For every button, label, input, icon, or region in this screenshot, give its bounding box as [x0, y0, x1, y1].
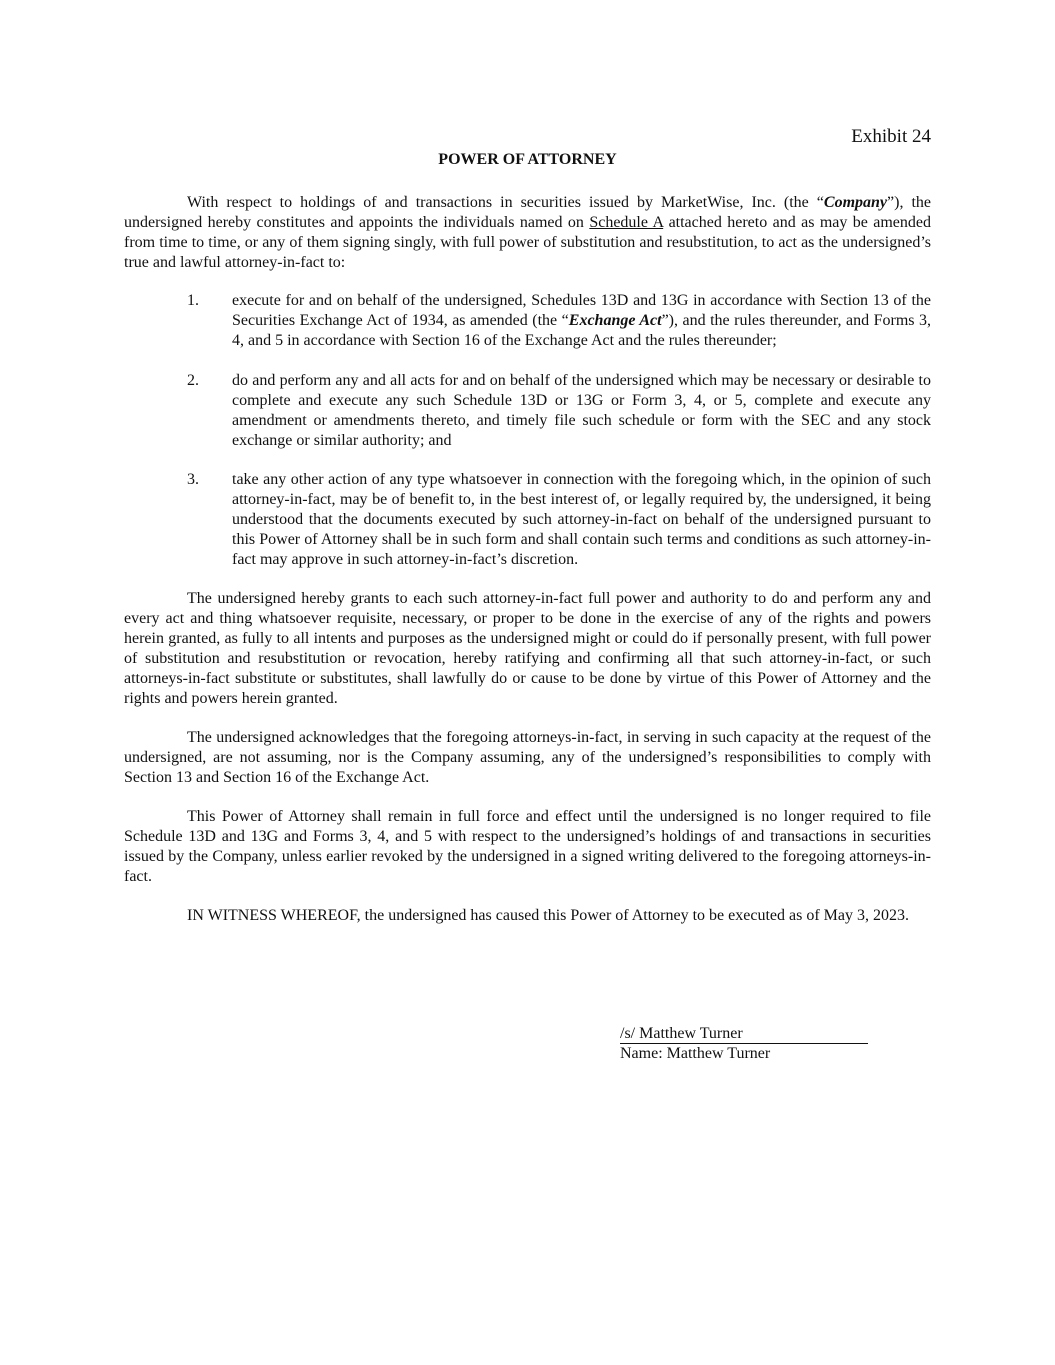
body-paragraph: The undersigned hereby grants to each such attorney-in-fact full power and authority to do and perform any and every act and thing whatsoever requisite, necessary, or proper to be done in the exercise of any of the rights and powers herein granted, as fully to all intents and purposes as the undersigned might or could do if personally present, with full power of substitution and resubstitution or revocation, hereby ratifying and confirming all that such attorney-in-fact, or such attorneys-in-fact substitute or substitutes, shall lawfully do or cause to be done by virtue of this Power of Attorney and the rights and powers herein granted.: [124, 590, 931, 707]
signature-block: [620, 1025, 868, 1064]
witness-paragraph: IN WITNESS WHEREOF, the undersigned has caused this Power of Attorney to be executed as of May 3, 2023.: [187, 907, 909, 924]
signatory-name: Name: Matthew Turner: [620, 1045, 771, 1062]
document-title: POWER OF ATTORNEY: [438, 151, 617, 168]
defined-term-exchange-act: Exchange Act: [568, 312, 662, 329]
schedule-a-reference: Schedule A: [589, 214, 664, 231]
defined-term-company: Company: [823, 194, 888, 211]
intro-paragraph: [124, 193, 931, 273]
intro-text: attached hereto and as may be amended from time to time, or any of them signing singly, with full power of substitution and resubstitution, to act as the undersigned’s true and lawful attorney-in-fact to:: [124, 214, 932, 271]
exhibit-label: Exhibit 24: [851, 126, 931, 147]
intro-text: ”), the undersigned hereby constitutes and appoints the individuals named on: [124, 194, 931, 231]
list-number: 2.: [187, 372, 199, 389]
list-number: 3.: [187, 471, 199, 488]
body-paragraph: This Power of Attorney shall remain in full force and effect until the undersigned is no longer required to file Schedule 13D and 13G and Forms 3, 4, and 5 with respect to the undersigned’s holdings of and transactions in securities issued by the Company, unless earlier revoked by the undersigned in a signed writing delivered to the foregoing attorneys-in-fact.: [124, 808, 931, 885]
body-paragraph: The undersigned acknowledges that the foregoing attorneys-in-fact, in serving in such capacity at the request of the undersigned, are not assuming, nor is the Company assuming, any of the undersigned’s responsibilities to comply with Section 13 and Section 16 of the Exchange Act.: [124, 729, 931, 786]
list-text: ”), and the rules thereunder, and Forms 3, 4, and 5 in accordance with Section 16 of the Exchange Act and the rules thereunder;: [232, 312, 931, 349]
list-item: [187, 371, 931, 451]
list-text: execute for and on behalf of the undersigned, Schedules 13D and 13G in accordance with Section 13 of the Securities Exchange Act of 1934, as amended (the “: [232, 292, 931, 329]
intro-text: With respect to holdings of and transactions in securities issued by MarketWise, Inc. (the “: [187, 194, 824, 211]
list-text: take any other action of any type whatsoever in connection with the foregoing which, in the opinion of such attorney-in-fact, may be of benefit to, in the best interest of, or legally required by, the undersigned, it being understood that the documents executed by such attorney-in-fact on behalf of the undersigned pursuant to this Power of Attorney shall be in such form and shall contain such terms and conditions as such attorney-in-fact may approve in such attorney-in-fact’s discretion.: [232, 471, 931, 568]
list-number: 1.: [187, 292, 199, 309]
signature-line: /s/ Matthew Turner: [620, 1025, 868, 1044]
list-item: [187, 470, 931, 570]
list-item: [187, 291, 931, 351]
list-text: do and perform any and all acts for and on behalf of the undersigned which may be necessary or desirable to complete and execute any such Schedule 13D or 13G or Form 3, 4, or 5, complete and execute any amendment or amendments thereto, and timely file such schedule or form with the SEC and any stock exchange or similar authority; and: [232, 372, 931, 449]
